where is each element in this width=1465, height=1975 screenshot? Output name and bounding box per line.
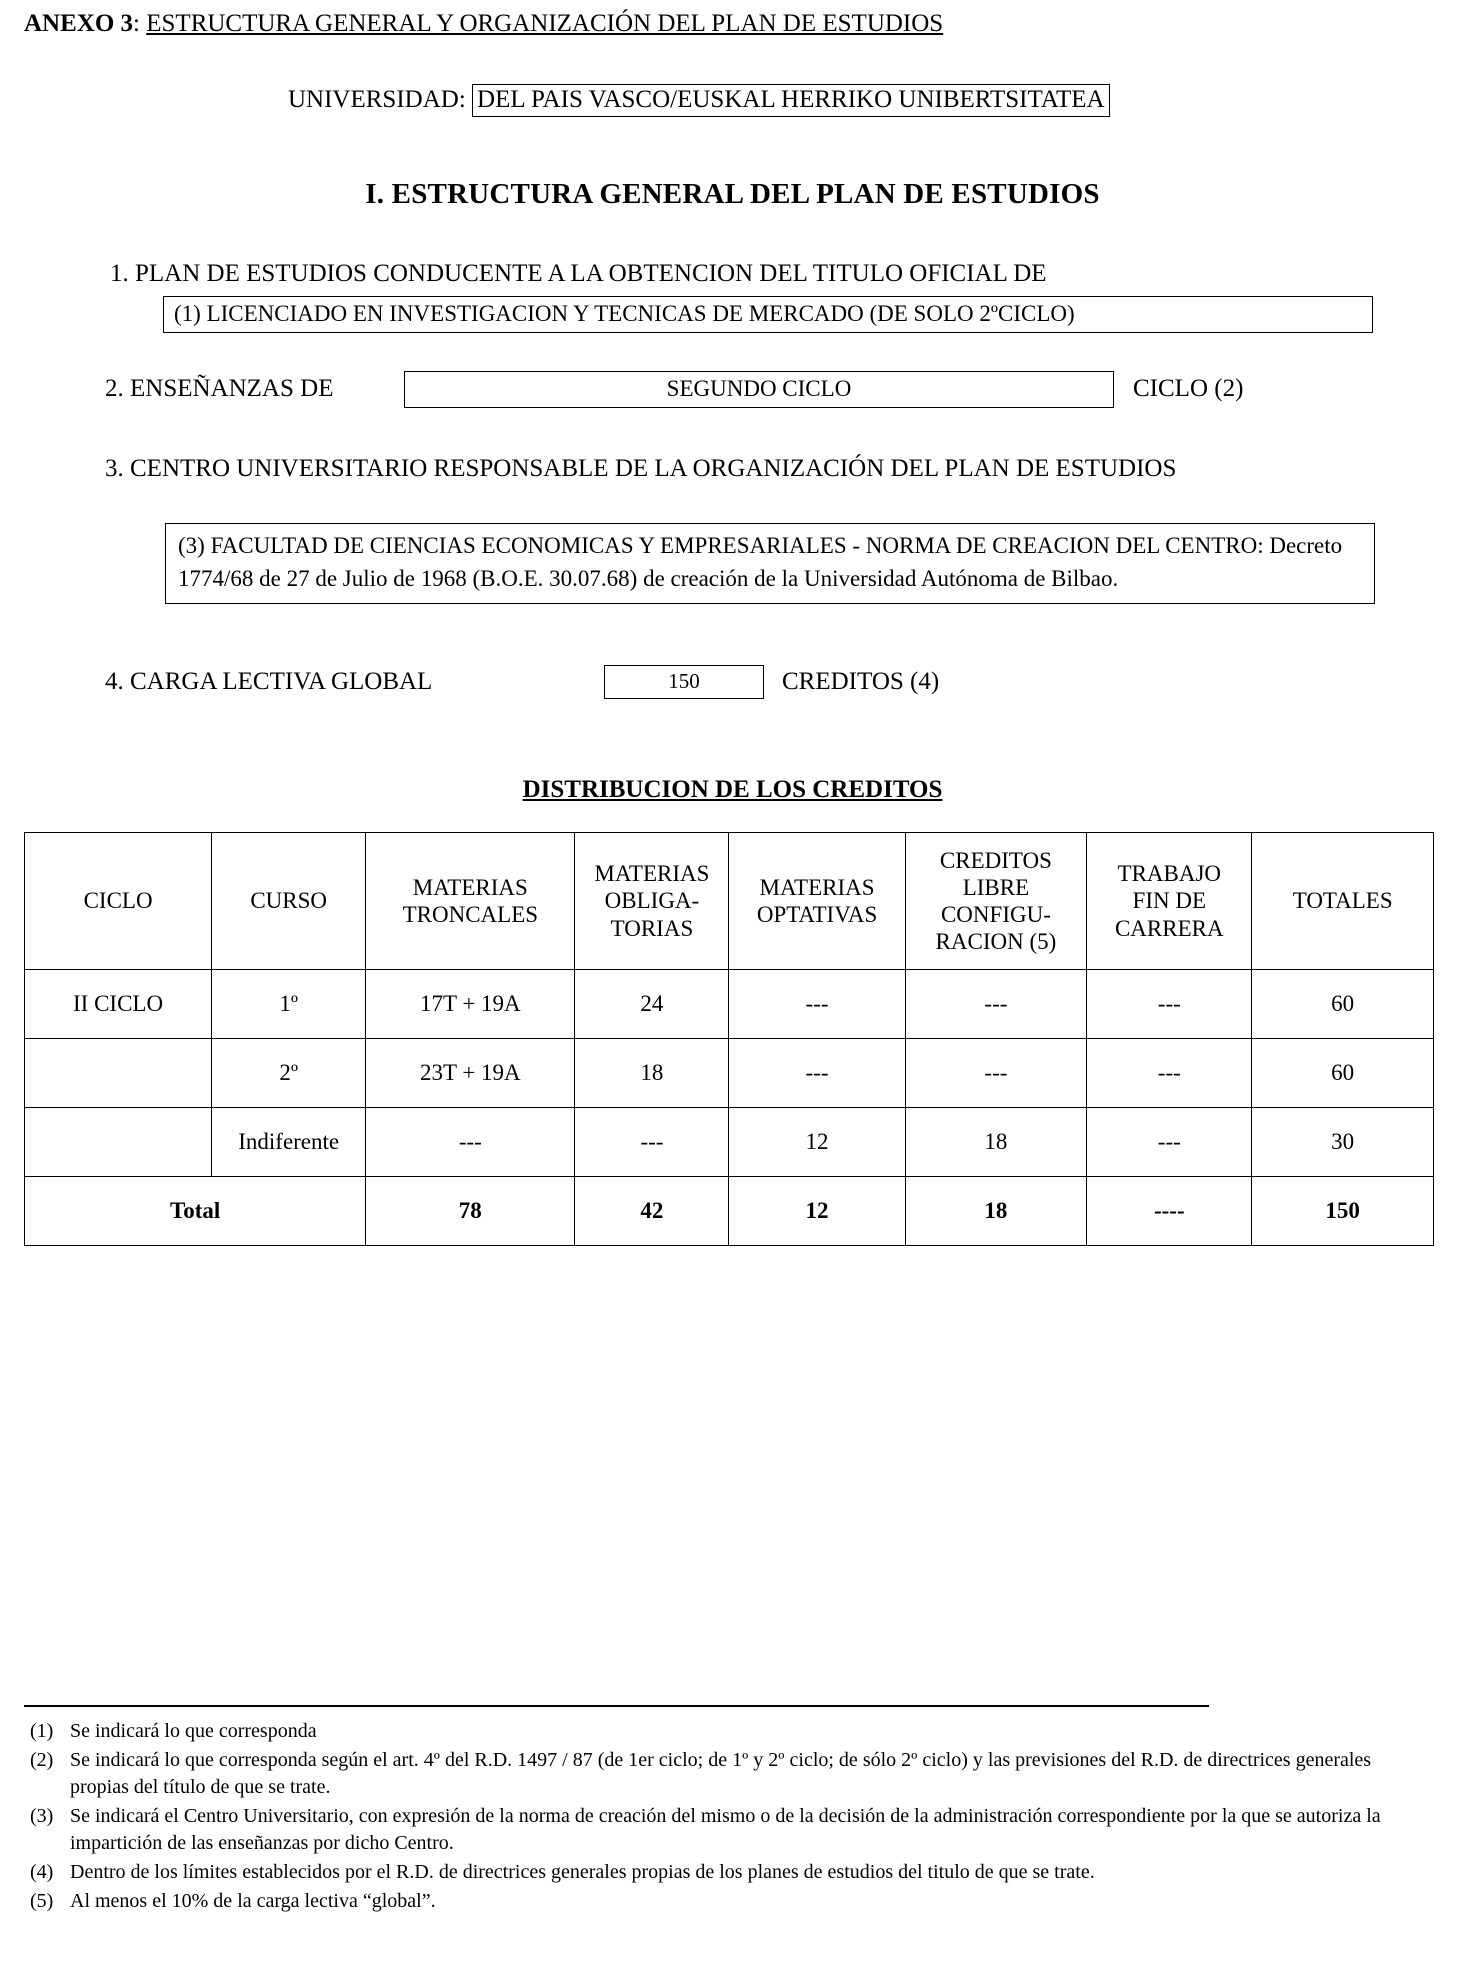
section-3-label: 3. CENTRO UNIVERSITARIO RESPONSABLE DE LA ORGANIZACIÓN DEL PLAN DE ESTUDIOS — [105, 455, 1177, 482]
section-4-label: 4. CARGA LECTIVA GLOBAL — [105, 668, 433, 695]
header-line: RACION (5) — [935, 929, 1057, 955]
cell-curso: 1º — [212, 970, 366, 1039]
cell-total-obligatorias: 42 — [575, 1177, 729, 1246]
cell-troncales: 17T + 19A — [366, 970, 575, 1039]
cell-libre: --- — [905, 970, 1087, 1039]
cell-ciclo: II CICLO — [25, 970, 212, 1039]
cell-optativas: 12 — [729, 1108, 905, 1177]
header-line: TOTALES — [1292, 888, 1393, 914]
header-cell-optativas — [729, 833, 905, 970]
header-line: MATERIAS — [759, 874, 875, 900]
anexo-label: ANEXO 3 — [24, 10, 134, 37]
header-cell-totales — [1252, 833, 1434, 970]
cell-optativas: --- — [729, 970, 905, 1039]
table-row — [25, 1108, 1434, 1177]
credits-distribution-table — [24, 832, 1434, 1246]
cell-total-libre: 18 — [905, 1177, 1087, 1246]
cell-troncales: 23T + 19A — [366, 1039, 575, 1108]
section-1-label: 1. PLAN DE ESTUDIOS CONDUCENTE A LA OBTENCION DEL TITULO OFICIAL DE — [110, 260, 1047, 287]
cell-total: 60 — [1252, 970, 1434, 1039]
footnote-item — [30, 1747, 1430, 1802]
table-total-row — [25, 1177, 1434, 1246]
cell-total: 30 — [1252, 1108, 1434, 1177]
header-line: TORIAS — [610, 915, 694, 941]
header-line: CARRERA — [1114, 915, 1224, 941]
universidad-label: UNIVERSIDAD: — [288, 86, 473, 113]
cell-libre: --- — [905, 1039, 1087, 1108]
header-cell-obligatorias — [575, 833, 729, 970]
header-line: TRONCALES — [402, 902, 539, 927]
footnote-number: (1) — [30, 1720, 54, 1742]
cell-total-troncales: 78 — [366, 1177, 575, 1246]
cell-trabajo: --- — [1087, 970, 1252, 1039]
cell-obligatorias: 24 — [575, 970, 729, 1039]
footnotes — [30, 1718, 1430, 1916]
header-line: OBLIGA- — [604, 888, 700, 914]
footnote-number: (3) — [30, 1804, 54, 1827]
header-line: CICLO — [83, 888, 153, 914]
page-title: I. ESTRUCTURA GENERAL DEL PLAN DE ESTUDIOS — [365, 178, 1100, 210]
distribution-title: DISTRIBUCION DE LOS CREDITOS — [522, 776, 943, 803]
footnote-item — [30, 1803, 1430, 1858]
universidad-value: DEL PAIS VASCO/EUSKAL HERRIKO UNIBERTSITATEA — [472, 84, 1110, 117]
header-line: LIBRE — [962, 874, 1030, 900]
header-line: MATERIAS — [594, 861, 710, 887]
cell-ciclo — [25, 1039, 212, 1108]
header-line: CREDITOS — [939, 847, 1052, 873]
footnote-text: Se indicará el Centro Universitario, con expresión de la norma de creación del mismo o de la decisión de la administración correspondiente por la que se autoriza la impartición de las enseñanzas por dicho Centro. — [70, 1804, 1381, 1855]
cell-curso: Indiferente — [212, 1108, 366, 1177]
cell-obligatorias: --- — [575, 1108, 729, 1177]
header-cell-trabajo-fin-carrera — [1087, 833, 1252, 970]
footnote-text: Se indicará lo que corresponda — [70, 1720, 317, 1742]
table-row — [25, 970, 1434, 1039]
footnote-number: (5) — [30, 1889, 54, 1912]
header-line: CONFIGU- — [940, 902, 1051, 927]
anexo-separator: : — [133, 10, 147, 37]
table-header-row — [25, 833, 1434, 970]
footnote-item — [30, 1888, 1430, 1916]
cell-total-optativas: 12 — [729, 1177, 905, 1246]
header-cell-ciclo — [25, 833, 212, 970]
footnote-item — [30, 1718, 1430, 1746]
cell-libre: 18 — [905, 1108, 1087, 1177]
cell-trabajo: --- — [1087, 1039, 1252, 1108]
section-2-label: 2. ENSEÑANZAS DE — [105, 375, 334, 402]
header-cell-troncales — [366, 833, 575, 970]
footnote-text: Al menos el 10% de la carga lectiva “global”. — [70, 1889, 436, 1912]
footnote-item — [30, 1859, 1430, 1887]
cell-troncales: --- — [366, 1108, 575, 1177]
cell-obligatorias: 18 — [575, 1039, 729, 1108]
header-cell-curso — [212, 833, 366, 970]
footnote-text: Dentro de los límites establecidos por el R.D. de directrices generales propias de los planes de estudios del titulo de que se trate. — [70, 1860, 1095, 1883]
section-3-value: (3) FACULTAD DE CIENCIAS ECONOMICAS Y EMPRESARIALES - NORMA DE CREACION DEL CENTRO: Decreto 1774/68 de 27 de Julio de 1968 (B.O.E. 30.07.68) de creación de la Universidad Autónoma de Bilbao. — [165, 523, 1375, 604]
cell-total-totales: 150 — [1252, 1177, 1434, 1246]
header-line: CURSO — [250, 888, 328, 914]
header-line: OPTATIVAS — [756, 902, 878, 927]
cell-total: 60 — [1252, 1039, 1434, 1108]
header-line: FIN DE — [1132, 888, 1207, 914]
cell-trabajo: --- — [1087, 1108, 1252, 1177]
cell-curso: 2º — [212, 1039, 366, 1108]
anexo-title: ESTRUCTURA GENERAL Y ORGANIZACIÓN DEL PLAN DE ESTUDIOS — [146, 10, 944, 37]
cell-ciclo — [25, 1108, 212, 1177]
table-body — [25, 970, 1434, 1246]
universidad-line — [288, 84, 1110, 117]
footnote-number: (4) — [30, 1860, 54, 1883]
table-row — [25, 1039, 1434, 1108]
section-4-value: 150 — [604, 665, 764, 699]
footnote-text: Se indicará lo que corresponda según el art. 4º del R.D. 1497 / 87 (de 1er ciclo; de 1º y 2º ciclo; de sólo 2º ciclo) y las previsiones del R.D. de directrices generales propias del título de que se trate. — [70, 1748, 1372, 1799]
anexo-header — [24, 10, 943, 38]
footnotes-divider — [24, 1705, 1209, 1707]
cell-total-label: Total — [25, 1177, 366, 1246]
section-4-suffix: CREDITOS (4) — [782, 668, 940, 695]
header-line: MATERIAS — [412, 874, 528, 900]
footnote-number: (2) — [30, 1748, 54, 1771]
header-line: TRABAJO — [1117, 861, 1222, 887]
section-2-suffix: CICLO (2) — [1133, 375, 1244, 402]
cell-optativas: --- — [729, 1039, 905, 1108]
cell-total-trabajo: ---- — [1087, 1177, 1252, 1246]
section-1-value: (1) LICENCIADO EN INVESTIGACION Y TECNICAS DE MERCADO (DE SOLO 2ºCICLO) — [163, 296, 1373, 333]
header-cell-libre-configuracion — [905, 833, 1087, 970]
section-2-value: SEGUNDO CICLO — [404, 371, 1114, 408]
